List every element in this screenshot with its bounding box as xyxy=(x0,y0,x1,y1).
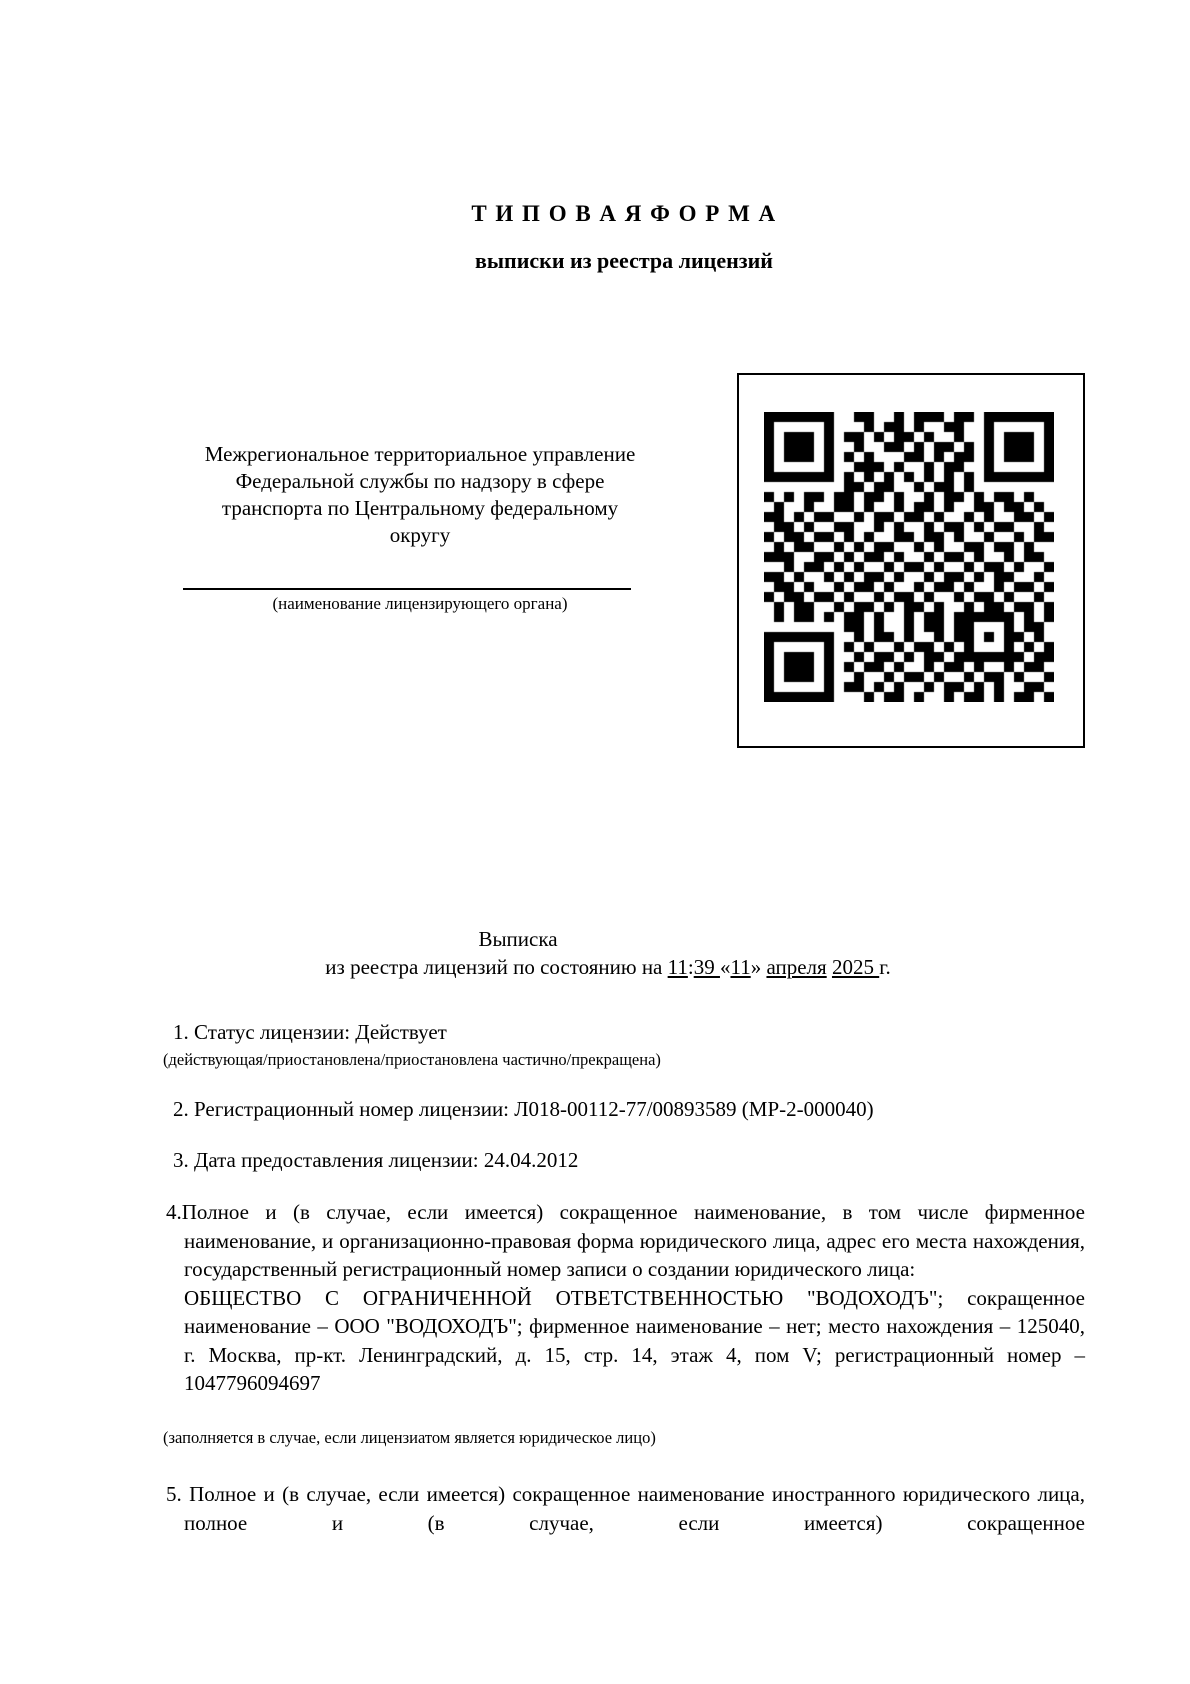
licensing-authority-name xyxy=(180,441,660,549)
authority-underline xyxy=(183,588,631,590)
item-number: 1. xyxy=(173,1020,194,1044)
grant-date-value: Дата предоставления лицензии: 24.04.2012 xyxy=(194,1148,579,1172)
time-colon: : xyxy=(687,955,694,979)
qr-code-box xyxy=(737,373,1085,748)
open-quote: « xyxy=(719,955,731,979)
extract-heading: Выписка xyxy=(478,927,558,951)
authority-name-line: округу xyxy=(389,523,451,547)
item-license-grant-date xyxy=(173,1148,578,1173)
item-legal-entity-name xyxy=(166,1198,1085,1398)
item-foreign-entity-name xyxy=(166,1480,1085,1537)
legal-entity-description-text: Полное и (в случае, если имеется) сокращенное наименование, в том числе фирменное наименование, и организационно-правовая форма юридического лица, адрес его места нахождения, государственный регистрационный номер записи о создании юридического лица: xyxy=(181,1200,1085,1281)
page-title: Т И П О В А Я Ф О Р М А xyxy=(471,201,777,226)
license-status-note: (действующая/приостановлена/приостановлена частично/прекращена) xyxy=(163,1050,661,1069)
foreign-entity-description xyxy=(166,1480,1085,1537)
extract-date-line xyxy=(163,955,1053,980)
item-registration-number xyxy=(173,1097,874,1122)
registration-number-value: Регистрационный номер лицензии: Л018-00112-77/00893589 (МР-2-000040) xyxy=(194,1097,874,1121)
item-number: 4. xyxy=(166,1200,182,1224)
close-quote: » xyxy=(750,955,767,979)
time-minutes-value: 39 xyxy=(693,955,720,979)
license-status-value: Статус лицензии: Действует xyxy=(194,1020,447,1044)
foreign-entity-description-text: Полное и (в случае, если имеется) сокращенное наименование иностранного юридического лица, полное и (в случае, если имеется) сокращенное xyxy=(184,1482,1085,1535)
year-value: 2025 xyxy=(831,955,880,979)
time-hours-value: 11 xyxy=(667,955,688,979)
authority-name-line: Межрегиональное территориальное управление xyxy=(204,442,636,466)
legal-entity-value: ОБЩЕСТВО С ОГРАНИЧЕННОЙ ОТВЕТСТВЕННОСТЬЮ "ВОДОХОДЪ"; сокращенное наименование – ООО "ВОДОХОДЪ"; фирменное наименование – нет; место нахождения – 125040, г. Москва, пр-кт. Ленинградский, д. 15, стр. 14, этаж 4, пом V; регистрационный номер – 1047796094697 xyxy=(184,1285,1085,1395)
legal-entity-description xyxy=(166,1198,1085,1284)
authority-name-line: транспорта по Центральному федеральному xyxy=(221,496,619,520)
authority-name-line: Федеральной службы по надзору в сфере xyxy=(235,469,605,493)
authority-caption: (наименование лицензирующего органа) xyxy=(272,594,568,613)
legal-entity-note: (заполняется в случае, если лицензиатом является юридическое лицо) xyxy=(163,1428,656,1447)
item-number: 5. xyxy=(166,1482,190,1506)
month-value: апреля xyxy=(766,955,827,979)
date-line-prefix: из реестра лицензий по состоянию на xyxy=(325,955,668,979)
item-number: 3. xyxy=(173,1148,194,1172)
qr-code-image xyxy=(764,412,1054,702)
item-number: 2. xyxy=(173,1097,194,1121)
day-value: 11 xyxy=(730,955,751,979)
page-subtitle: выписки из реестра лицензий xyxy=(475,248,773,273)
year-suffix: г. xyxy=(879,955,891,979)
item-license-status xyxy=(173,1020,447,1045)
